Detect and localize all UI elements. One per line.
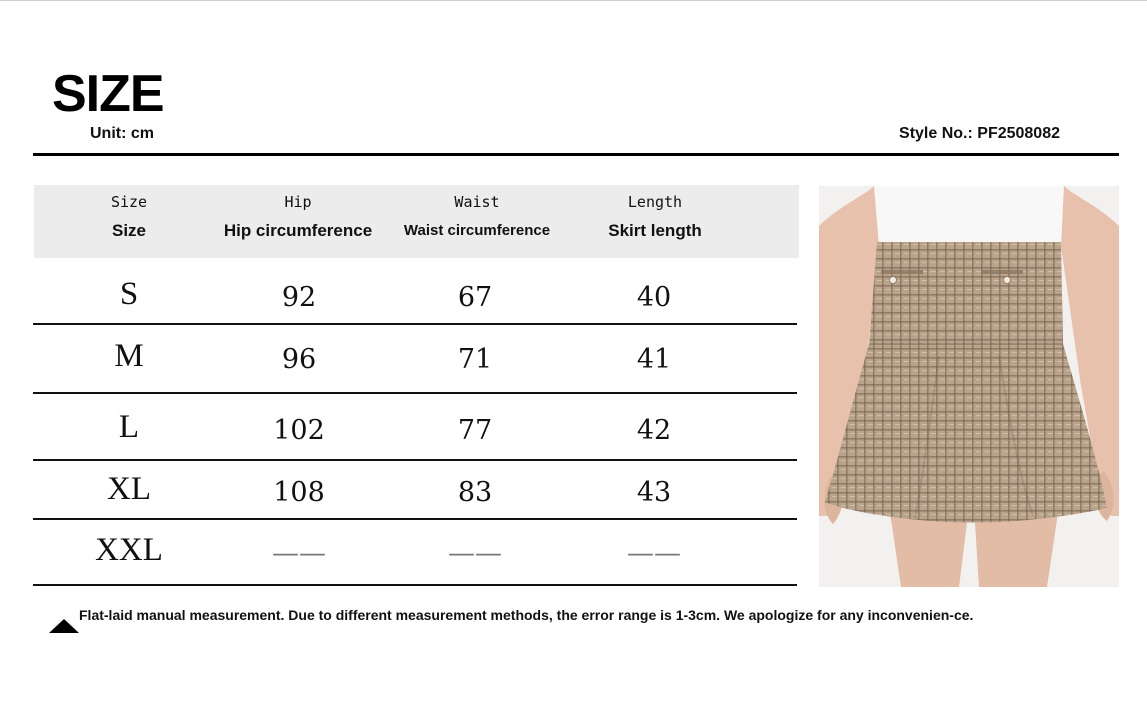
triangle-up-icon bbox=[49, 619, 79, 633]
length-cell: 43 bbox=[636, 477, 672, 508]
row-divider bbox=[33, 518, 797, 520]
length-cell: 41 bbox=[636, 344, 672, 375]
skirt-illustration bbox=[819, 186, 1119, 587]
column-header-hip bbox=[224, 185, 372, 258]
size-table-header bbox=[34, 185, 799, 258]
row-divider bbox=[33, 459, 797, 461]
hip-cell: 108 bbox=[273, 477, 325, 508]
top-border bbox=[0, 0, 1147, 1]
row-divider bbox=[33, 584, 797, 586]
column-subtitle: Hip bbox=[284, 193, 312, 211]
column-header-waist bbox=[404, 185, 550, 258]
row-divider bbox=[33, 392, 797, 394]
column-subtitle: Length bbox=[627, 193, 683, 211]
waist-cell: —— bbox=[448, 538, 502, 569]
row-divider bbox=[33, 323, 797, 325]
hip-cell: —— bbox=[272, 538, 326, 569]
hip-cell: 102 bbox=[273, 415, 325, 446]
column-label: Hip circumference bbox=[223, 221, 373, 240]
page-title: SIZE bbox=[52, 65, 164, 123]
header-divider bbox=[33, 153, 1119, 156]
column-subtitle: Waist bbox=[454, 193, 500, 211]
product-photo bbox=[819, 186, 1119, 587]
measurement-note: Flat-laid manual measurement. Due to different measurement methods, the error range is 1-3cm. We apologize for any inconvenien-ce. bbox=[79, 607, 974, 623]
size-cell: S bbox=[119, 276, 139, 312]
length-cell: 40 bbox=[636, 282, 672, 313]
column-label: Skirt length bbox=[608, 221, 702, 240]
column-label: Size bbox=[111, 221, 147, 240]
size-cell: XL bbox=[107, 471, 151, 507]
column-subtitle: Size bbox=[110, 193, 148, 211]
hip-cell: 92 bbox=[281, 282, 317, 313]
style-number: Style No.: PF2508082 bbox=[899, 125, 1060, 142]
waist-cell: 83 bbox=[457, 477, 493, 508]
waist-cell: 77 bbox=[457, 415, 493, 446]
column-header-length bbox=[608, 185, 702, 258]
size-cell: M bbox=[114, 338, 144, 374]
hip-cell: 96 bbox=[281, 344, 317, 375]
unit-label: Unit: cm bbox=[90, 125, 154, 142]
waist-cell: 67 bbox=[457, 282, 493, 313]
length-cell: —— bbox=[627, 538, 681, 569]
column-label: Waist circumference bbox=[403, 222, 551, 239]
size-cell: L bbox=[118, 409, 140, 445]
waist-cell: 71 bbox=[457, 344, 493, 375]
length-cell: 42 bbox=[636, 415, 672, 446]
column-header-size bbox=[111, 185, 147, 258]
size-cell: XXL bbox=[95, 532, 163, 568]
